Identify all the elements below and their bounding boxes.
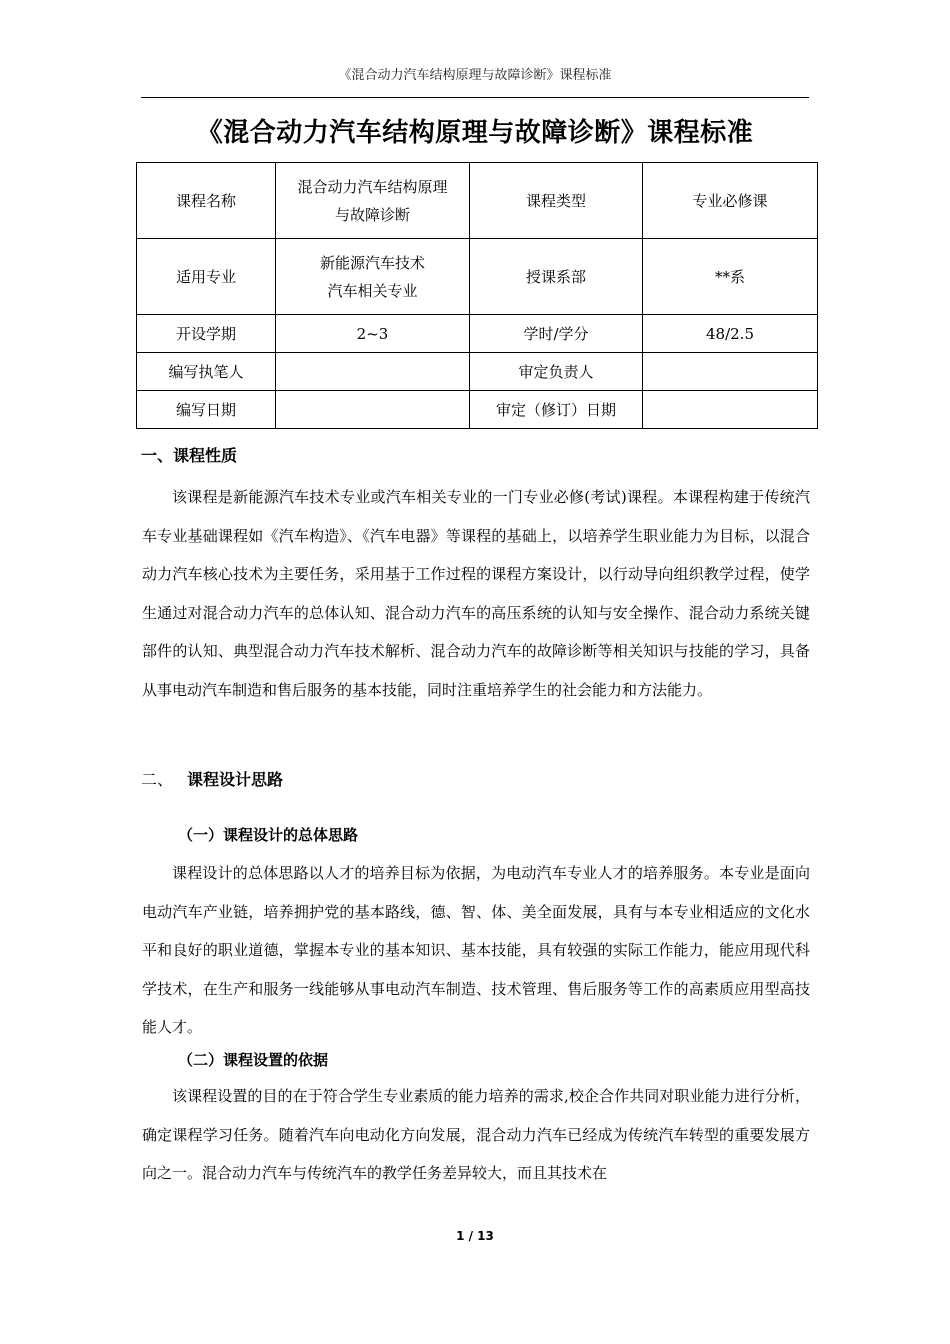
table-cell-text: 学时/学分	[523, 324, 589, 343]
table-cell-text	[280, 358, 465, 386]
table-cell	[276, 391, 470, 429]
table-cell	[470, 315, 643, 353]
table-cell	[470, 353, 643, 391]
table-cell	[643, 391, 818, 429]
subsection-heading-overall-ideas: （一）课程设计的总体思路	[178, 826, 359, 844]
table-cell	[470, 163, 643, 239]
table-cell	[470, 239, 643, 315]
table-row	[137, 353, 818, 391]
table-cell	[276, 353, 470, 391]
section-heading-design-ideas	[141, 767, 283, 790]
page-number: 1 / 13	[456, 1229, 494, 1243]
document-title: 《混合动力汽车结构原理与故障诊断》课程标准	[196, 118, 754, 148]
table-cell-text: **系	[714, 267, 745, 286]
table-cell	[137, 315, 276, 353]
subsection-heading-basis: （二）课程设置的依据	[178, 1051, 329, 1069]
table-cell	[137, 239, 276, 315]
running-header: 《混合动力汽车结构原理与故障诊断》课程标准	[338, 68, 612, 83]
table-cell-text: 适用专业	[175, 267, 236, 286]
paragraph-course-nature: 该课程是新能源汽车技术专业或汽车相关专业的一门专业必修(考试)课程。本课程构建于传统汽车专业基础课程如《汽车构造》、《汽车电器》等课程的基础上，以培养学生职业能力为目标，以混合动力汽车核心技术为主要任务，采用基于工作过程的课程方案设计，以行动导向组织教学过程，使学生通过对混合动力汽车的总体认知、混合动力汽车的高压系统的认知与安全操作、混合动力系统关键部件的认知、典型混合动力汽车技术解析、混合动力汽车的故障诊断等相关知识与技能的学习，具备从事电动汽车制造和售后服务的基本技能，同时注重培养学生的社会能力和方法能力。	[142, 488, 810, 699]
table-cell-text	[647, 396, 813, 424]
table-cell	[137, 353, 276, 391]
table-cell	[643, 353, 818, 391]
paragraph-overall-ideas: 课程设计的总体思路以人才的培养目标为依据，为电动汽车专业人才的培养服务。本专业是面向电动汽车产业链，培养拥护党的基本路线，德、智、体、美全面发展，具有与本专业相适应的文化水平和良好的职业道德，掌握本专业的基本知识、基本技能，具有较强的实际工作能力，能应用现代科学技术，在生产和服务一线能够从事电动汽车制造、技术管理、售后服务等工作的高素质应用型高技能人才。	[142, 864, 810, 1036]
table-cell	[276, 315, 470, 353]
header-divider	[141, 97, 809, 98]
table-cell	[137, 163, 276, 239]
course-info-table	[136, 162, 818, 429]
section-heading-course-nature: 一、课程性质	[141, 446, 238, 465]
table-cell-text: 审定（修订）日期	[495, 400, 616, 419]
table-cell-text: 专业必修课	[692, 191, 768, 210]
table-cell-text: 新能源汽车技术	[319, 253, 425, 272]
table-cell-text: 2~3	[356, 324, 389, 343]
table-row	[137, 163, 818, 239]
section-title: 课程设计思路	[187, 770, 284, 789]
table-cell-text: 编写执笔人	[168, 362, 244, 381]
table-cell	[643, 163, 818, 239]
section-number: 二、	[141, 770, 174, 789]
table-row	[137, 239, 818, 315]
table-cell	[643, 315, 818, 353]
table-row	[137, 391, 818, 429]
table-cell	[643, 239, 818, 315]
table-cell-text: 授课系部	[525, 267, 586, 286]
table-cell-text: 48/2.5	[706, 324, 754, 343]
paragraph-basis: 该课程设置的目的在于符合学生专业素质的能力培养的需求,校企合作共同对职业能力进行分析，确定课程学习任务。随着汽车向电动化方向发展，混合动力汽车已经成为传统汽车转型的重要发展方向之一。混合动力汽车与传统汽车的教学任务差异较大，而且其技术在	[142, 1087, 810, 1182]
table-cell-text: 审定负责人	[518, 362, 594, 381]
table-cell-text: 汽车相关专业	[327, 281, 418, 300]
table-cell-text: 编写日期	[175, 400, 236, 419]
table-cell-text	[280, 396, 465, 424]
table-cell-text: 混合动力汽车结构原理	[297, 177, 448, 196]
table-cell-text: 课程名称	[175, 191, 236, 210]
table-cell	[276, 239, 470, 315]
table-cell-text: 课程类型	[525, 191, 586, 210]
table-cell	[470, 391, 643, 429]
table-row	[137, 315, 818, 353]
table-cell	[137, 391, 276, 429]
table-cell-text: 与故障诊断	[334, 205, 410, 224]
table-cell	[276, 163, 470, 239]
table-cell-text: 开设学期	[175, 324, 236, 343]
table-cell-text	[647, 358, 813, 386]
